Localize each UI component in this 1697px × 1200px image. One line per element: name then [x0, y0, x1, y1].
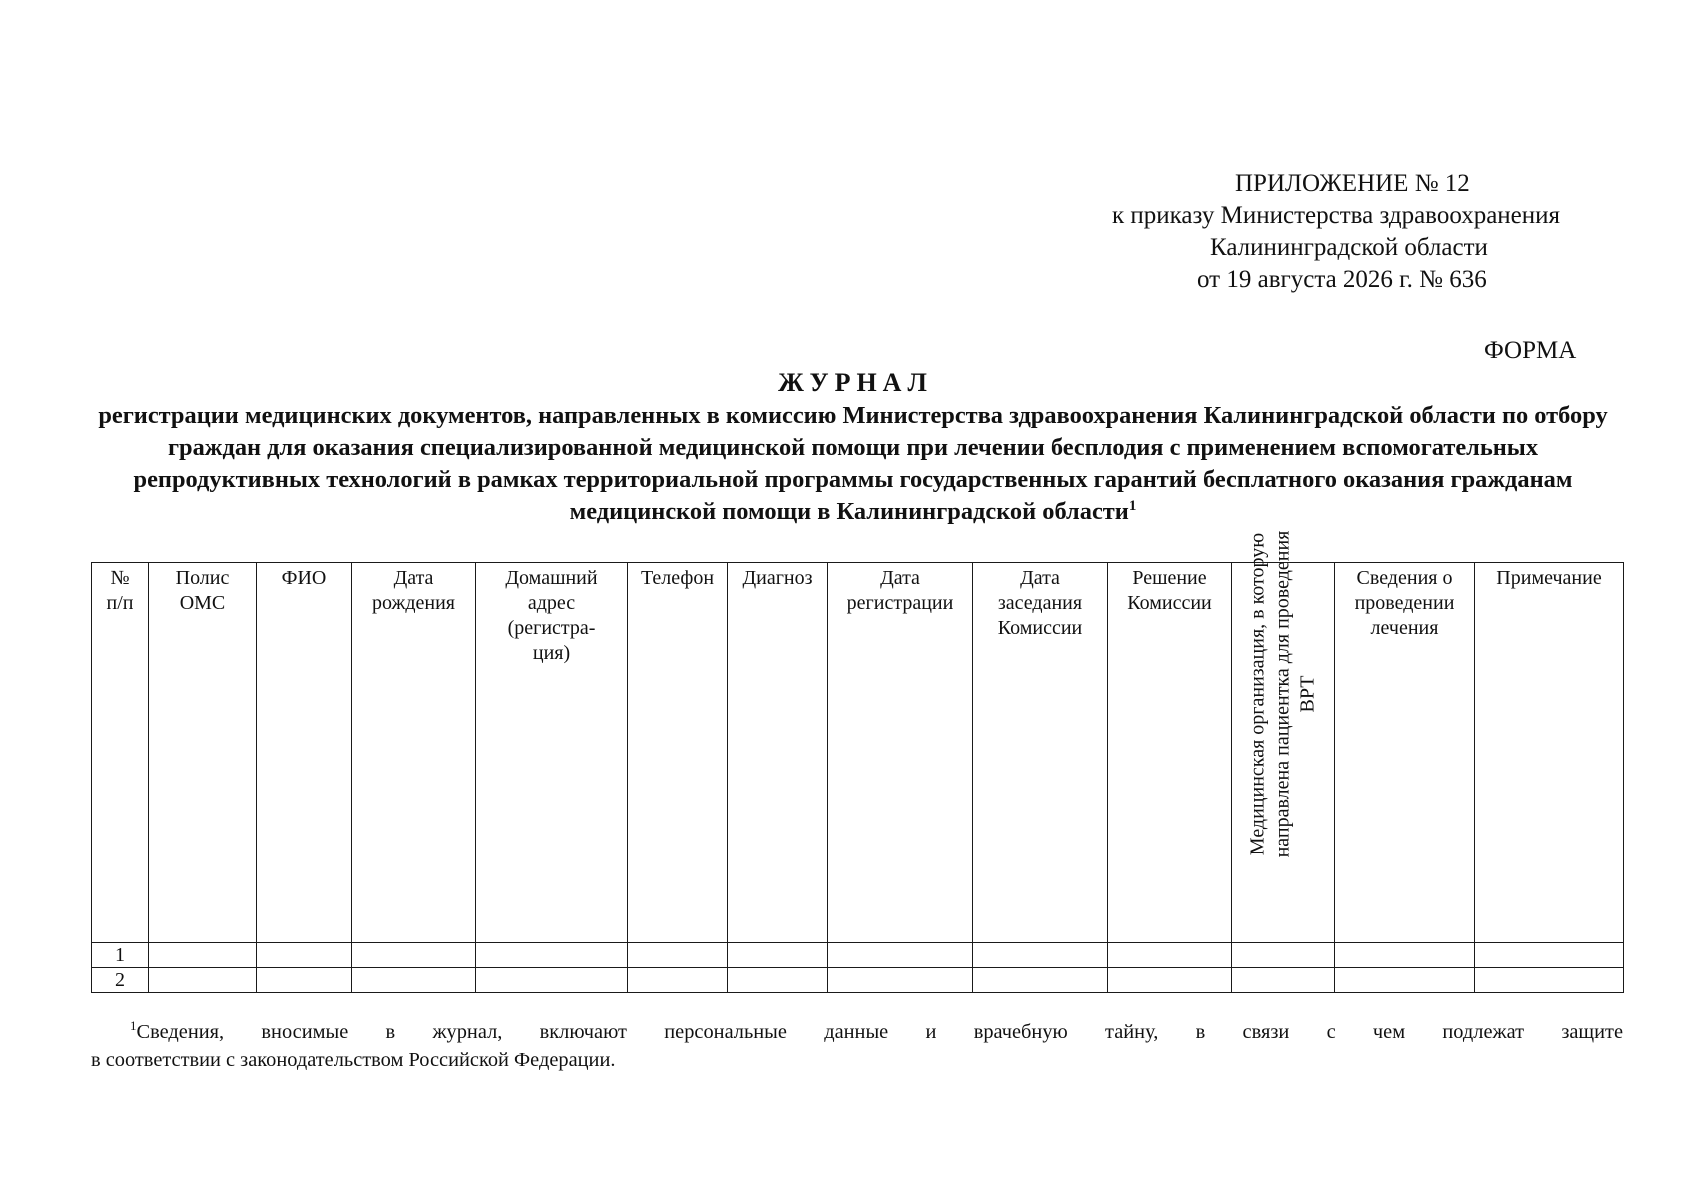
- document-title: ЖУРНАЛ: [778, 368, 933, 397]
- table-cell: [257, 968, 352, 993]
- table-cell: [1335, 968, 1475, 993]
- appendix-date: от 19 августа 2026 г. № 636: [1197, 266, 1487, 293]
- appendix-order-ref: к приказу Министерства здравоохранения: [1112, 202, 1561, 229]
- footnote-line1: Сведения, вносимые в журнал, включают персональные данные и врачебную тайну, в связи с чем подлежат защите: [136, 1021, 1623, 1043]
- table-cell: [352, 968, 476, 993]
- table-cell: [1108, 968, 1232, 993]
- form-label: ФОРМА: [1484, 337, 1577, 364]
- col-header-name: ФИО: [257, 563, 352, 943]
- table-cell: [1475, 968, 1624, 993]
- table-cell: [352, 943, 476, 968]
- col-header-treatment-info: Сведения о проведении лечения: [1335, 563, 1475, 943]
- appendix-number: ПРИЛОЖЕНИЕ № 12: [1235, 170, 1470, 197]
- table-cell: [149, 968, 257, 993]
- table-cell: [476, 968, 628, 993]
- col-header-phone: Телефон: [628, 563, 728, 943]
- appendix-region: Калининградской области: [1210, 234, 1488, 261]
- table-cell: [973, 968, 1108, 993]
- table-cell: [1108, 943, 1232, 968]
- table-cell: [149, 943, 257, 968]
- table-cell: [728, 968, 828, 993]
- footnote-mark: 1: [130, 1018, 137, 1034]
- table-cell: [728, 943, 828, 968]
- table-cell: [828, 968, 973, 993]
- journal-table: [91, 530, 1624, 993]
- appendix-header: [1060, 168, 1697, 296]
- col-header-medical-org-text: Медицинская организация, в которую направлена пациентка для проведения ВРТ: [1246, 530, 1319, 858]
- col-header-notes: Примечание: [1475, 563, 1624, 943]
- table-cell: [1232, 943, 1335, 968]
- table-cell: 1: [92, 943, 149, 968]
- footnote-line2: в соответствии с законодательством Российской Федерации.: [91, 1049, 616, 1071]
- subtitle-footnote-mark: 1: [1128, 497, 1137, 514]
- subtitle-text: регистрации медицинских документов, направленных в комиссию Министерства здравоохранения Калининградской области по отбору граждан для оказания специализированной медицинской помощи при лечении бесплодия с применением вспомогательных репродуктивных технологий в рамках территориальной программы государственных гарантий бесплатного оказания гражданам медицинской помощи в Калининградской области: [98, 402, 1608, 525]
- table-cell: 2: [92, 968, 149, 993]
- col-header-address: Домашний адрес (регистра- ция): [476, 563, 628, 943]
- footnote: [91, 1018, 1623, 1074]
- col-header-number: № п/п: [92, 563, 149, 943]
- table-cell: [1232, 968, 1335, 993]
- table-header-row: [92, 563, 1624, 943]
- table-cell: [628, 943, 728, 968]
- table-cell: [1475, 943, 1624, 968]
- col-header-diagnosis: Диагноз: [728, 563, 828, 943]
- table-cell: [628, 968, 728, 993]
- table-cell: [828, 943, 973, 968]
- col-header-decision: Решение Комиссии: [1108, 563, 1232, 943]
- col-header-medical-org: [1232, 530, 1335, 943]
- document-subtitle: [78, 400, 1628, 528]
- table-cell: [973, 943, 1108, 968]
- col-header-policy: Полис ОМС: [149, 563, 257, 943]
- table-cell: [1335, 943, 1475, 968]
- col-header-meeting-date: Дата заседания Комиссии: [973, 563, 1108, 943]
- table-row: [92, 943, 1624, 968]
- col-header-birthdate: Дата рождения: [352, 563, 476, 943]
- table-cell: [257, 943, 352, 968]
- table-row: [92, 968, 1624, 993]
- col-header-registration-date: Дата регистрации: [828, 563, 973, 943]
- table-cell: [476, 943, 628, 968]
